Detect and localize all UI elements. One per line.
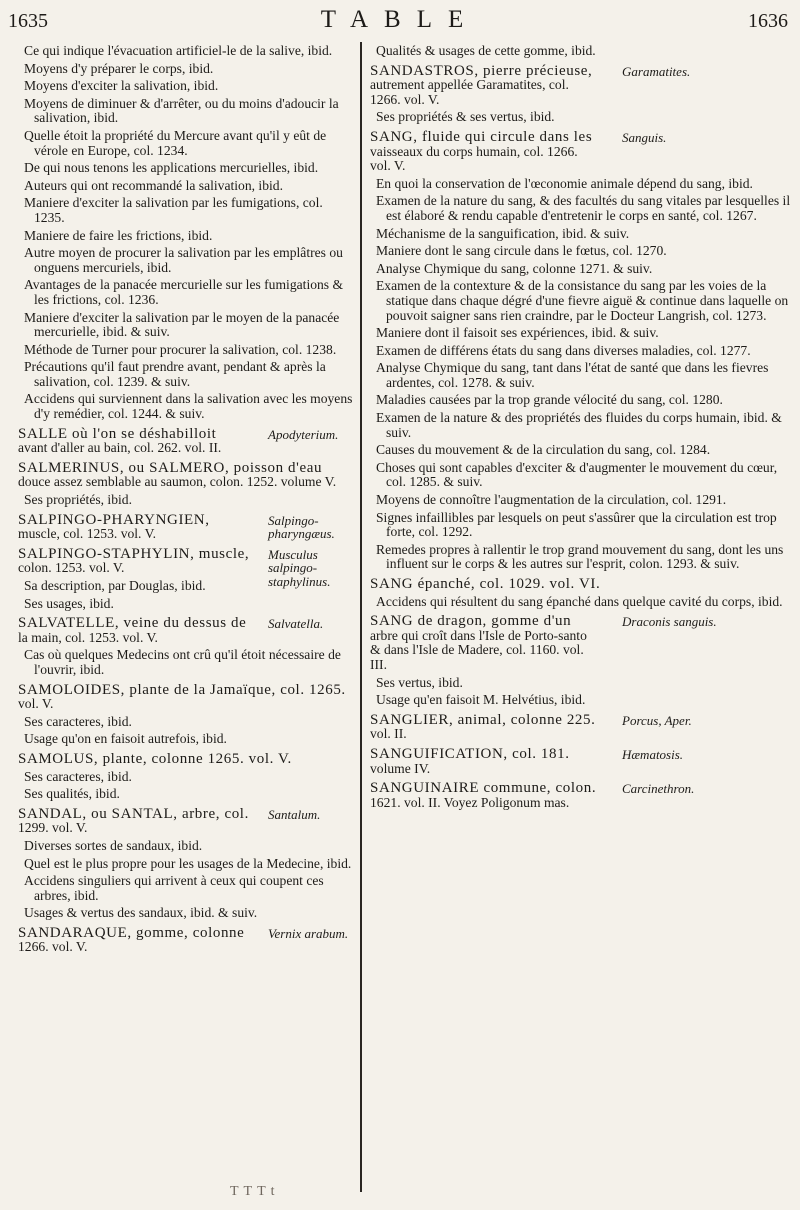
entry-text: SALPINGO-STAPHYLIN, muscle, colon. 1253. vol. V. (18, 545, 250, 576)
index-sub-entry (18, 770, 358, 785)
entry-text: Auteurs qui ont recommandé la salivation, ibid. (24, 177, 283, 193)
index-sub-entry (370, 279, 795, 323)
entry-text: Choses qui sont capables d'exciter & d'augmenter le mouvement du cœur, col. 1285. & suiv. (376, 459, 778, 490)
entry-text: De qui nous tenons les applications mercurielles, ibid. (24, 160, 319, 176)
entry-text: Diverses sortes de sandaux, ibid. (24, 837, 203, 853)
entry-text: Quelle étoit la propriété du Mercure avant qu'il y eût de vérole en Europe, col. 1234. (24, 127, 327, 158)
latin-margin-note: Sanguis. (622, 129, 667, 145)
entry-text: SANGUIFICATION, col. 181. volume IV. (370, 745, 570, 776)
index-sub-entry (18, 246, 358, 275)
entry-text: Précautions qu'il faut prendre avant, pendant & après la salivation, col. 1239. & suiv. (24, 359, 326, 389)
entry-text: Moyens d'exciter la salivation, ibid. (24, 78, 219, 94)
index-sub-entry (18, 392, 358, 421)
entry-text: Examen de la nature & des propriétés des fluides du corps humain, ibid. & suiv. (376, 410, 782, 440)
entry-text: Autre moyen de procurer la salivation par les emplâtres ou onguens mercuriels, ibid. (24, 245, 343, 275)
entry-text: Méthode de Turner pour procurer la salivation, col. 1238. (24, 341, 337, 357)
index-heading-entry (370, 64, 795, 108)
entry-text: Ses qualités, ibid. (24, 786, 120, 802)
entry-text: Usage qu'en faisoit M. Helvétius, ibid. (376, 692, 586, 708)
entry-text: SALPINGO-PHARYNGIEN, muscle, col. 1253. vol. V. (18, 511, 210, 542)
index-sub-entry (370, 110, 795, 125)
index-sub-entry (370, 461, 795, 490)
entry-text: Examen de la contexture & de la consistance du sang par les voies de la statique dans chaque dégré d'une fievre aiguë & continue dans laquelle on pouvoit saigner sans rien craindre, par le Docteur Langrish, col. 1273. (376, 278, 789, 323)
index-sub-entry (370, 393, 795, 408)
entry-text: Examen de différens états du sang dans diverses maladies, col. 1277. (376, 342, 751, 358)
entry-text: Maniere de faire les frictions, ibid. (24, 227, 213, 243)
entry-text: Signes infaillibles par lesquels on peut s'assûrer que la circulation est trop forte, col. 1292. (376, 509, 777, 540)
index-sub-entry (370, 443, 795, 458)
entry-text: Avantages de la panacée mercurielle sur les fumigations & les frictions, col. 1236. (24, 277, 344, 307)
entry-text: Maniere d'exciter la salivation par les fumigations, col. 1235. (24, 195, 323, 225)
index-sub-entry (18, 229, 358, 244)
latin-margin-note: Vernix arabum. (268, 925, 349, 941)
latin-margin-note: Salpingo-pharyngæus. (268, 512, 335, 542)
entry-text: SALLE où l'on se déshabilloit avant d'aller au bain, col. 262. vol. II. (18, 425, 222, 456)
index-sub-entry (370, 511, 795, 540)
index-sub-entry (370, 44, 795, 59)
column-divider (360, 42, 362, 1192)
index-heading-entry (18, 616, 358, 645)
index-column-right (370, 44, 795, 1184)
entry-text: Ses vertus, ibid. (376, 674, 463, 690)
entry-text: SANDASTROS, pierre précieuse, autrement appellée Garamatites, col. 1266. vol. V. (370, 62, 593, 107)
index-heading-entry (18, 926, 358, 955)
index-heading-entry (370, 577, 795, 592)
entry-text: SANG, fluide qui circule dans les vaisseaux du corps humain, col. 1266. vol. V. (370, 128, 593, 174)
entry-text: Moyens de diminuer & d'arrêter, ou du moins d'adoucir la salivation, ibid. (24, 95, 339, 126)
latin-margin-note: Draconis sanguis. (622, 614, 717, 630)
entry-text: SAMOLUS, plante, colonne 1265. vol. V. (18, 750, 292, 767)
latin-margin-note: Carcinethron. (622, 781, 695, 797)
index-sub-entry (18, 62, 358, 77)
index-sub-entry (370, 177, 795, 192)
index-sub-entry (18, 179, 358, 194)
entry-text: Remedes propres à rallentir le trop grand mouvement du sang, dont les uns influent sur le corps & les autres sur l'esprit, colon. 1293. & suiv. (376, 541, 784, 572)
entry-text: SANDAL, ou SANTAL, arbre, col. 1299. vol. V. (18, 805, 249, 836)
index-sub-entry (18, 343, 358, 358)
index-sub-entry (18, 579, 358, 594)
entry-text: En quoi la conservation de l'œconomie animale dépend du sang, ibid. (376, 175, 753, 191)
index-sub-entry (18, 44, 358, 59)
index-sub-entry (370, 244, 795, 259)
latin-margin-note: Santalum. (268, 806, 321, 822)
entry-text: Usages & vertus des sandaux, ibid. & suiv. (24, 905, 258, 921)
entry-text: Examen de la nature du sang, & des facultés du sang vitales par lesquelles il est élaboré & rendu capable d'entretenir le corps en santé, col. 1267. (376, 193, 791, 223)
entry-text: Cas où quelques Medecins ont crû qu'il étoit nécessaire de l'ouvrir, ibid. (24, 647, 341, 677)
index-sub-entry (18, 79, 358, 94)
entry-text: SALVATELLE, veine du dessus de la main, col. 1253. vol. V. (18, 615, 247, 645)
entry-text: SANGLIER, animal, colonne 225. vol. II. (370, 711, 596, 742)
index-heading-entry (370, 781, 795, 810)
entry-text: Accidens qui résultent du sang épanché dans quelque cavité du corps, ibid. (376, 593, 783, 609)
index-sub-entry (370, 693, 795, 708)
entry-text: Causes du mouvement & de la circulation du sang, col. 1284. (376, 442, 711, 458)
entry-text: SANGUINAIRE commune, colon. 1621. vol. II. Voyez Poligonum mas. (370, 780, 597, 810)
entry-text: SANDARAQUE, gomme, colonne 1266. vol. V. (18, 924, 245, 955)
entry-text: Qualités & usages de cette gomme, ibid. (376, 44, 596, 58)
entry-text: SANG de dragon, gomme d'un arbre qui croît dans l'Isle de Porto-santo & dans l'Isle de Madere, col. 1160. vol. III. (370, 613, 587, 672)
entry-text: SANG épanché, col. 1029. vol. VI. (370, 576, 601, 592)
index-sub-entry (18, 493, 358, 508)
entry-text: Accidens singuliers qui arrivent à ceux qui coupent ces arbres, ibid. (24, 873, 324, 903)
index-heading-entry (370, 614, 795, 672)
index-sub-entry (18, 787, 358, 802)
index-sub-entry (18, 97, 358, 126)
index-heading-entry (18, 427, 358, 456)
entry-text: Moyens d'y préparer le corps, ibid. (24, 60, 214, 76)
page-number-right: 1636 (748, 10, 788, 32)
entry-text: Maladies causées par la trop grande vélocité du sang, col. 1280. (376, 392, 723, 408)
index-sub-entry (370, 194, 795, 223)
entry-text: Quel est le plus propre pour les usages de la Medecine, ibid. (24, 855, 352, 871)
index-heading-entry (18, 461, 358, 490)
index-heading-entry (18, 752, 358, 767)
index-sub-entry (18, 857, 358, 872)
entry-text: Analyse Chymique du sang, colonne 1271. & suiv. (376, 260, 653, 276)
index-sub-entry (18, 874, 358, 903)
index-sub-entry (370, 326, 795, 341)
index-heading-entry (370, 713, 795, 742)
entry-text: Ses propriétés, ibid. (24, 492, 132, 508)
page-header (0, 6, 800, 40)
index-sub-entry (370, 227, 795, 242)
index-heading-entry (370, 130, 795, 174)
entry-text: Maniere dont il faisoit ses expériences, ibid. & suiv. (376, 325, 659, 341)
latin-margin-note: Salvatella. (268, 616, 324, 632)
latin-margin-note: Hæmatosis. (622, 746, 684, 762)
index-column-left (18, 44, 358, 1184)
latin-margin-note: Garamatites. (622, 63, 691, 79)
index-sub-entry (18, 311, 358, 340)
entry-text: Sa description, par Douglas, ibid. (24, 578, 206, 593)
entry-text: Usage qu'on en faisoit autrefois, ibid. (24, 731, 227, 747)
entry-text: Ses propriétés & ses vertus, ibid. (376, 109, 555, 125)
index-sub-entry (370, 361, 795, 390)
index-sub-entry (18, 278, 358, 307)
entry-text: SALMERINUS, ou SALMERO, poisson d'eau douce assez semblable au saumon, colon. 1252. volume V. (18, 459, 337, 490)
index-sub-entry (370, 411, 795, 440)
latin-margin-note: Apodyterium. (268, 426, 339, 442)
entry-text: Moyens de connoître l'augmentation de la circulation, col. 1291. (376, 492, 727, 508)
index-heading-entry (370, 747, 795, 776)
index-heading-entry (18, 807, 358, 836)
index-sub-entry (370, 543, 795, 572)
entry-text: Méchanisme de la sanguification, ibid. & suiv. (376, 225, 630, 241)
index-sub-entry (370, 344, 795, 359)
entry-text: Ses caracteres, ibid. (24, 768, 132, 784)
entry-text: Ses usages, ibid. (24, 595, 114, 611)
index-sub-entry (370, 595, 795, 610)
index-heading-entry (18, 683, 358, 712)
entry-text: SAMOLOIDES, plante de la Jamaïque, col. 1265. vol. V. (18, 681, 346, 712)
index-sub-entry (370, 493, 795, 508)
index-heading-entry (18, 513, 358, 542)
index-sub-entry (18, 732, 358, 747)
index-sub-entry (18, 597, 358, 612)
index-sub-entry (18, 360, 358, 389)
index-sub-entry (18, 196, 358, 225)
index-sub-entry (18, 906, 358, 921)
index-sub-entry (370, 262, 795, 277)
entry-text: Maniere d'exciter la salivation par le moyen de la panacée mercurielle, ibid. & suiv. (24, 309, 340, 340)
index-sub-entry (18, 648, 358, 677)
latin-margin-note: Porcus, Aper. (622, 712, 692, 728)
index-sub-entry (18, 715, 358, 730)
page-title: TABLE (320, 6, 480, 33)
index-sub-entry (18, 839, 358, 854)
entry-text: Ses caracteres, ibid. (24, 713, 132, 729)
index-sub-entry (370, 676, 795, 691)
latin-margin-note: Musculus salpingo-staphylinus. (268, 546, 331, 589)
index-sub-entry (18, 161, 358, 176)
entry-text: Analyse Chymique du sang, tant dans l'état de santé que dans les fievres ardentes, col. 1278. & suiv. (376, 360, 769, 390)
page-number-left: 1635 (8, 10, 48, 32)
entry-text: Accidens qui surviennent dans la salivation avec les moyens d'y remédier, col. 1244. & suiv. (24, 391, 353, 422)
entry-text: Ce qui indique l'évacuation artificiel-le de la salive, ibid. (24, 44, 333, 58)
index-sub-entry (18, 129, 358, 158)
page-signature: TTTt (230, 1184, 280, 1199)
entry-text: Maniere dont le sang circule dans le fœtus, col. 1270. (376, 243, 667, 259)
